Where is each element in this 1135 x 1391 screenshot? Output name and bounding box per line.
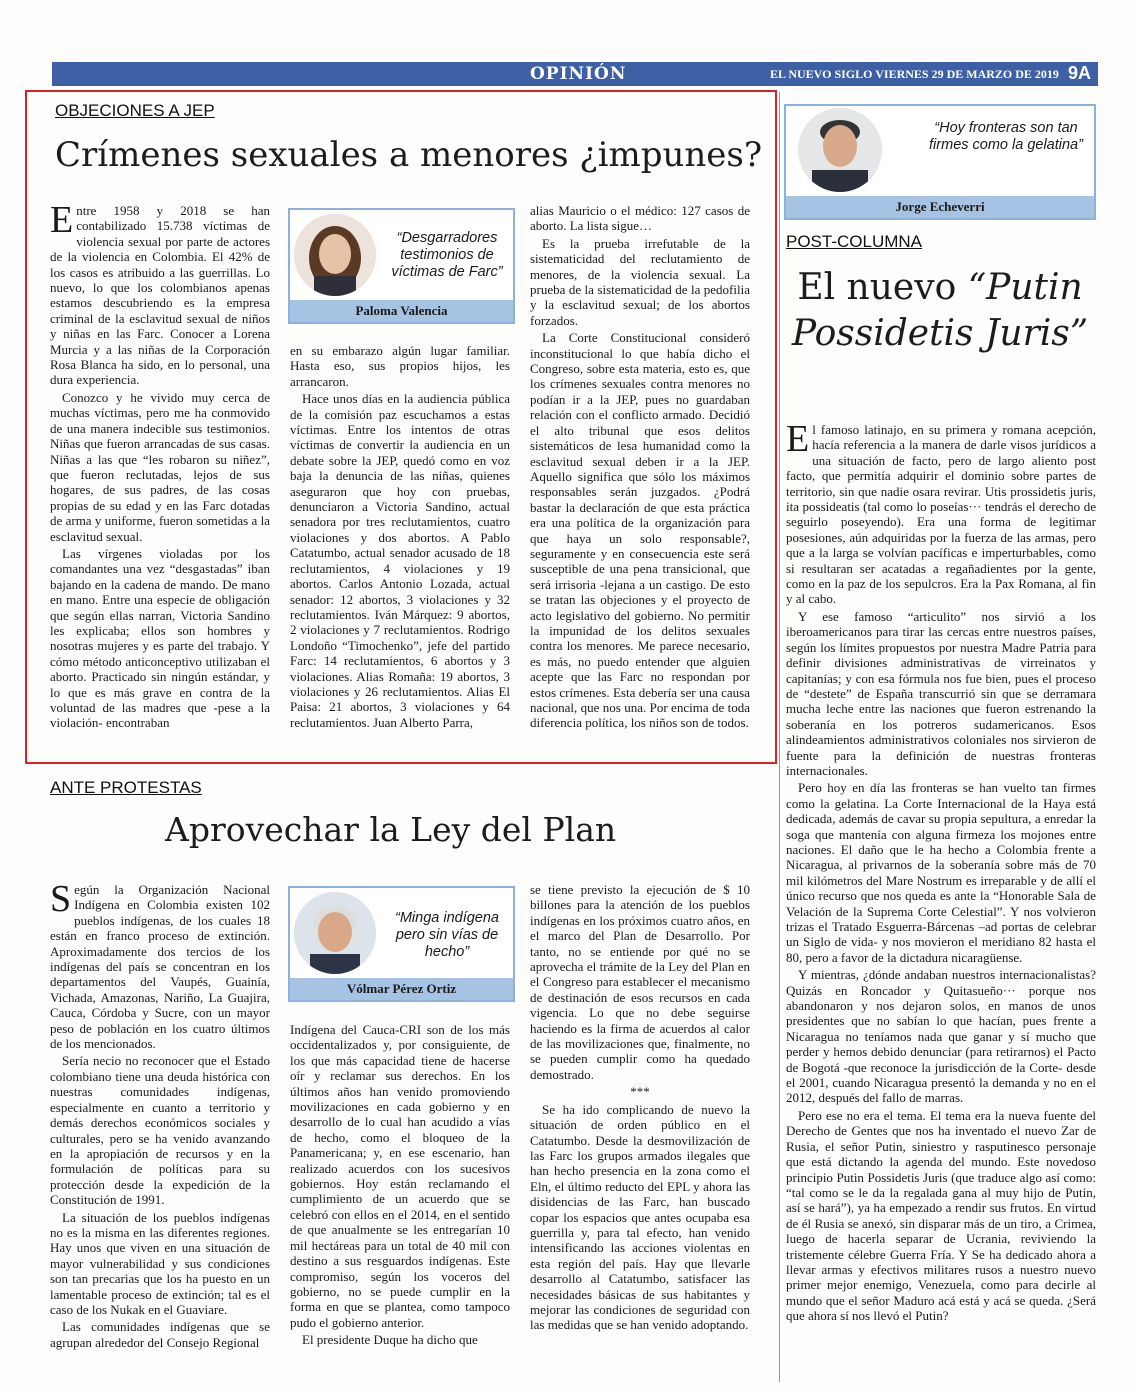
article2-column-2 — [290, 1022, 510, 1382]
article1-column-2 — [290, 343, 510, 748]
paragraph: en su embarazo algún lugar familiar. Hasta eso, sus propios hijos, les arrancaron. — [290, 343, 510, 389]
author-portrait — [294, 214, 376, 296]
section-title: OPINIÓN — [530, 64, 627, 84]
paragraph: El famoso latinajo, en su primera y romana acepción, hacía referencia a la manera de darle visos jurídicos a una situación de facto, pero de largo aliento post facto, que permitía adquirir el dominio sobre partes de territorio, sin que nadie osara revirar. Utis prossidetis juris, ita possideatis (tal como lo poseías··· tendrás el derecho de seguirlo poseyendo). Era una forma de legitimar posesiones, aún adquiridas por la fuerza de las armas, pero que a la larga se volvían pacíficas e imperturbables, como si resultaran ser acatadas a regañadientes por la gente, como en la paz de los sepulcros. Era la Pax Romana, al fin y al cabo. — [786, 422, 1096, 607]
article2-headline: Aprovechar la Ley del Plan — [165, 810, 617, 849]
article2-column-1 — [50, 882, 270, 1382]
paragraph: Las vírgenes violadas por los comandantes una vez “desgastadas” iban bajando en la cadena de mando. De mano en mano. Entre una especie de obligación que según ellas narran, Victoria Sandino les explicaba; ellos son hombres y nosotras mujeres y es parte del trabajo. Y cómo método anticonceptivo utilizaban el aborto. Practicado sin ningún estándar, y lo que es más grave en contra de la voluntad de las madres que -pese a la violación- encontraban — [50, 545, 270, 731]
paragraph: Las comunidades indígenas que se agrupan alrededor del Consejo Regional — [50, 1319, 270, 1350]
article3-kicker: POST-COLUMNA — [786, 232, 923, 251]
paragraph: La situación de los pueblos indígenas no es la misma en las diferentes regiones. Hay unos que viven en una situación de mayor vulnerabilidad y sus condiciones son tan precarias que los ha puesto en un lamentable proceso de extinción; tal es el caso de los Nukak en el Guaviare. — [50, 1209, 270, 1317]
paragraph: El presidente Duque ha dicho que — [302, 1332, 478, 1348]
pull-quote: “Hoy fronteras son tan firmes como la gelatina” — [929, 120, 1083, 153]
article2-column-3 — [530, 882, 750, 1382]
article1-kicker: OBJECIONES A JEP — [55, 101, 215, 120]
page-number: 9A — [1068, 63, 1092, 83]
article1-column-3 — [530, 203, 750, 748]
article1-column-1 — [50, 203, 270, 748]
separator: *** — [630, 1084, 650, 1100]
paragraph: Hace unos días en la audiencia pública de la comisión paz escuchamos a estas víctimas. Entre los intentos de otras víctimas de convertir la audiencia en un debate sobre la JEP, quedó como en voz baja la denuncia de las niñas, quienes aseguraron que hoy con pruebas, denunciaron a Victoria Sandino, actual senadora por tres reclutamientos, cuatro violaciones y dos abortos. A Pablo Catatumbo, actual senador acusado de 18 reclutamientos, 4 violaciones y 19 abortos. Carlos Antonio Lozada, actual senador: 12 abortos, 3 violaciones y 32 reclutamientos. Iván Márquez: 9 abortos, 2 violaciones y 7 reclutamientos. Rodrigo Londoño “Timochenko”, jefe del partido Farc: 14 reclutamientos, 6 abortos y 3 violaciones. Alias Romaña: 19 abortos, 3 violaciones y 26 reclutamientos. Alias El Paisa: 21 abortos, 3 violaciones y 64 reclutamientos. Juan Alberto Parra, — [290, 391, 510, 730]
author-box-volmar — [288, 886, 515, 1002]
column-divider — [779, 92, 780, 1382]
paragraph: Pero ese no era el tema. El tema era la nueva fuente del Derecho de Gentes que nos ha inventado el nuevo Zar de Rusia, el señor Putin, siniestro y rasputinesco personaje que está dictando la agenda del mundo. Este novedoso principio Putin Possidetis Juris (que traduce algo así como: “tal como se le da la regalada gana al muy hijo de Putin, así se hará”), ya ha empezado a rendir sus frutos. En virtud de él Rusia se anexó, sin disparar más de un tiro, a Crimea, luego de hacerla separar de Ucrania, reviviendo la tristemente célebre Guerra Fría. Y Se ha dedicado ahora a llevar armas y efectivos militares rusos a nuestro nuevo primer mejor enemigo, Venezuela, como para decirle al mundo que el señor Maduro acá está y acá se queda. ¿Será que ahora sí nos llevó el Putin? — [786, 1107, 1096, 1324]
author-portrait — [798, 108, 882, 192]
paragraph: alias Mauricio o el médico: 127 casos de aborto. La lista sigue… — [530, 203, 750, 234]
author-name: Paloma Valencia — [290, 300, 513, 322]
author-name: Vólmar Pérez Ortiz — [290, 978, 513, 1000]
masthead-date: EL NUEVO SIGLO VIERNES 29 DE MARZO DE 2019 — [770, 67, 1059, 81]
paragraph: Indígena del Cauca-CRI son de los más occidentalizados y, por consiguiente, de los que más capacidad tiene de hacerse oír y reclamar sus derechos. En los últimos años han venido promoviendo movilizaciones en cada gobierno y en desarrollo de lo cual han acudido a vías de hecho, como el bloqueo de la Panamericana; y, en ese escenario, han realizado acuerdos con los sucesivos gobiernos. Hoy están reclamando el cumplimiento de un acuerdo que se celebró con ellos en el 2014, en el sentido de que anualmente se les entregarían 10 mil hectáreas para un total de 40 mil con destino a sus resguardos indígenas. Este compromiso, según los voceros del gobierno, no se puede cumplir en la forma en que se plantea, como tampoco pudo el gobierno anterior. — [290, 1022, 510, 1330]
paragraph: Se ha ido complicando de nuevo la situación de orden público en el Catatumbo. Desde la desmovilización de las Farc los grupos armados ilegales que han hecho presencia en la zona como el Eln, el último reducto del EPL y ahora las disidencias de las Farc, han buscado copar los espacios que antes ocupaba esa guerrilla y, para tal efecto, han venido intensificando las acciones violentas en esta región del país. Hay que llevarle desarrollo al Catatumbo, satisfacer las necesidades básicas de sus habitantes y mejorar las condiciones de seguridad con las medidas que se han venido adoptando. — [530, 1101, 750, 1333]
headline-plain: El nuevo — [797, 267, 968, 308]
headline-italic: “Putin Possidetis Juris” — [791, 267, 1089, 354]
author-portrait — [294, 892, 376, 974]
author-box-jorge — [784, 104, 1096, 220]
pull-quote: “Minga indígena pero sin vías de hecho” — [395, 910, 499, 960]
paragraph: Pero hoy en día las fronteras se han vuelto tan firmes como la gelatina. La Corte Internacional de la Haya está dedicada, además de cavar su propia sepultura, a enredar la soga que mantenía con alguna firmeza los mojones entre naciones. El daño que le ha hecho a Colombia frente a Nicaragua, al privarnos de la soberanía sobre más de 70 mil kilómetros del Mare Nostrum es irreparable y de allí el único recurso que nos queda es ante la “Honorable Sala de Velación de la Suprema Corte Celestial”. Y nos volvieron trizas el Tratado Esguerra-Bárcenas –ad portas de celebrar un Siglo de vida- y nos movieron el meridiano 82 hasta el 80, pero a favor de la dictadura nicaragüense. — [786, 780, 1096, 965]
article3-body — [786, 422, 1096, 1382]
article1-headline: Crímenes sexuales a menores ¿impunes? — [55, 135, 763, 175]
paragraph: Conozco y he vivido muy cerca de muchas víctimas, pero me ha conmovido de una manera indecible sus testimonios. Niñas que fueron arrancadas de sus casas. Niñas a las que “les robaron su niñez”, que fueron reclutadas, lejos de sus hogares, de sus padres, de las cosas propias de su edad y en las Farc dotadas de arma y uniforme, fueron sometidas a la esclavitud sexual. — [50, 389, 270, 544]
paragraph: Según la Organización Nacional Indígena en Colombia existen 102 pueblos indígenas, de los cuales 18 están en franco proceso de extinción. Aproximadamente dos tercios de los indígenas del país se concentran en los departamentos del Vaupés, Guainía, Vichada, Amazonas, Nariño, La Guajira, Cauca, Córdoba y Sucre, con un mayor peso de población en los cuatro últimos de los mencionados. — [50, 882, 270, 1052]
paragraph: Entre 1958 y 2018 se han contabilizado 15.738 víctimas de violencia sexual por parte de actores de la violencia en Colombia. El 42% de los casos es atribuido a las guerrillas. Lo nuevo, lo que los colombianos apenas estamos descubriendo es la empresa criminal de la esclavitud sexual de niños y niñas en las Farc. Conocer a Lorena Murcia y a las niñas de la Corporación Rosa Blanca ha sido, en lo personal, una dura experiencia. — [50, 203, 270, 388]
paragraph: La Corte Constitucional consideró inconstitucional lo que había dicho el Congreso, sobre esta materia, esto es, que los crímenes sexuales contra menores no podían ir a la JEP, pues no guardaban relación con el conflicto armado. Decidió el alto tribunal que esos delitos sistemáticos de lesa humanidad como la esclavitud sexual deben ir a la JEP. Aquello significa que sólo los máximos responsables serán juzgados. ¿Podrá bastar la declaración de que esta práctica era una política de la organización para que haya un solo responsable?, seguramente y en consecuencia este será susceptible de una pena transicional, que será irrisoria -lejana a un castigo. De esto se tratan las objeciones y el proyecto de acto legislativo del gobierno. No permitir la impunidad de los delitos sexuales contra los menores. Me parece necesario, es más, no puedo entender que alguien acepte que las Farc no respondan por estos crímenes. Esta debería ser una causa nacional, que nos una. Por encima de toda diferencia política, los niños son de todos. — [530, 330, 750, 731]
paragraph: Es la prueba irrefutable de la sistematicidad del reclutamiento de menores, de la violencia sexual. La prueba de la sistematicidad de la pedofilia y la esclavitud sexual; de los abortos forzados. — [530, 235, 750, 328]
paragraph: Y mientras, ¿dónde andaban nuestros internacionalistas? Quizás en Roncador y Quitasueño··· porque nos abandonaron y nos dejaron solos, en manos de unos presidentes que no sabían lo que hacían, pues frente a Nicaragua no teníamos nada que ganar y sí mucho que perder y hemos debido denunciar (para retirarnos) el Pacto de Bogotá -que reconoce la jurisdicción de la Corte- desde el 2001, cuando Nicaragua presentó la demanda y no en el 2012, después del fallo de marras. — [786, 967, 1096, 1106]
paragraph: Y ese famoso “articulito” nos sirvió a los iberoamericanos para tirar las cercas entre nuestros países, según los límites propuestos por nuestra Madre Patria para definir divisiones administrativas de virreinatos y capitanías; y con esa fórmula nos fue bien, pues el proceso de “destete” de España transcurrió sin que se derramara mucha leche entre las naciones que fueron estrenando la soberanía en los potreros sudamericanos. Esos alindeamientos administrativos coloniales nos sirvieron de fuente para la definición de nuestras fronteras internacionales. — [786, 608, 1096, 778]
paragraph: Sería necio no reconocer que el Estado colombiano tiene una deuda histórica con nuestras comunidades indígenas, especialmente en cuanto a territorio y demás derechos económicos sociales y culturales, pero se ha venido avanzando en la apropiación de recursos y en la formulación de políticas para su protección desde la expedición de la Constitución de 1991. — [50, 1053, 270, 1208]
article3-headline — [790, 265, 1090, 357]
author-name: Jorge Echeverri — [786, 196, 1094, 218]
pull-quote: “Desgarradores testimonios de víctimas de Farc” — [391, 230, 503, 280]
paragraph: se tiene previsto la ejecución de $ 10 billones para la atención de los pueblos indígenas en los próximos cuatro años, en el marco del Plan de Desarrollo. Por tanto, no se entiende por qué no se aprovecha el trámite de la Ley del Plan en el Congreso para establecer el mecanismo de destinación de esos recursos en cada vigencia. Lo que no debe seguirse haciendo es la firma de acuerdos al calor de las movilizaciones que, finalmente, no se pueden cumplir como ha quedado demostrado. — [530, 882, 750, 1082]
article2-kicker: ANTE PROTESTAS — [50, 778, 202, 797]
author-box-paloma — [288, 208, 515, 324]
